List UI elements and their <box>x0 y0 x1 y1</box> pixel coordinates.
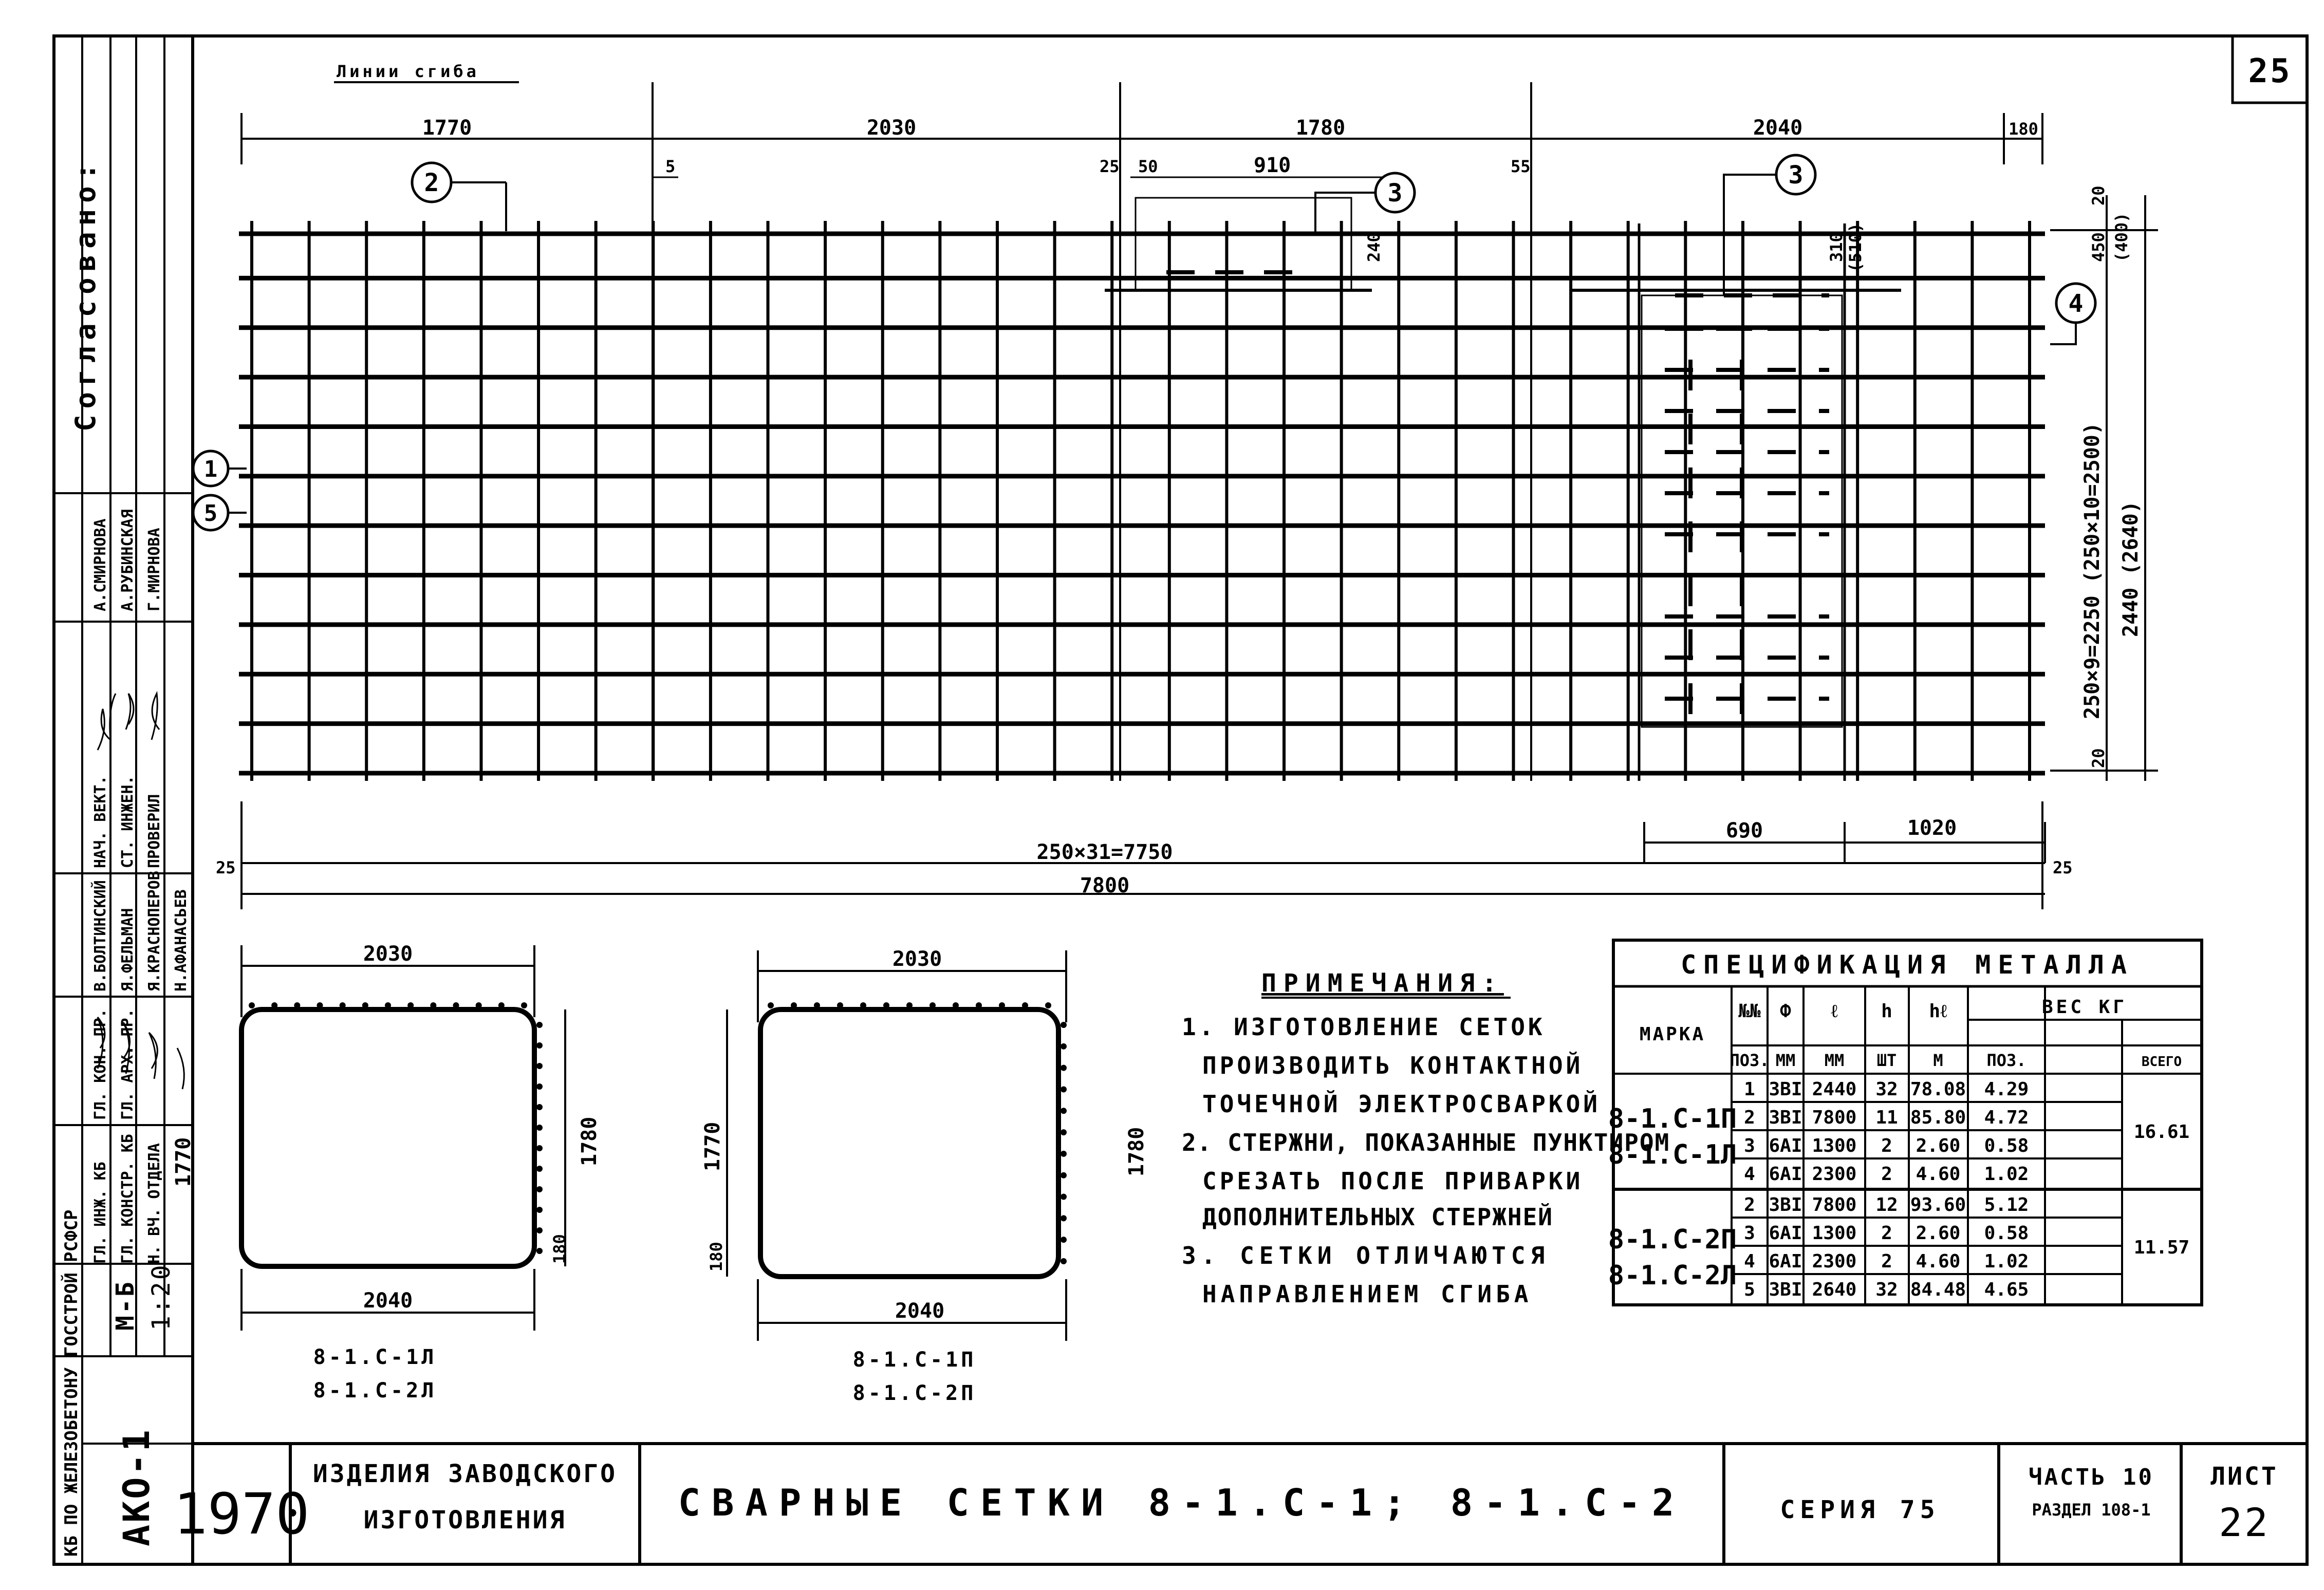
rebar-dot <box>536 1022 543 1028</box>
spec-cell: 6AI <box>1769 1223 1802 1244</box>
spec-cell: 0.58 <box>1984 1223 2029 1244</box>
rebar-dot <box>1061 1151 1067 1157</box>
dim-span: 250×31=7750 <box>1036 840 1173 864</box>
spec-cell: 4.72 <box>1984 1107 2029 1128</box>
note-line-7: 3. СЕТКИ ОТЛИЧАЮТСЯ <box>1182 1242 1550 1269</box>
rebar-dot <box>1061 1215 1067 1221</box>
rebar-dot <box>1061 1237 1067 1243</box>
rebar-dot <box>768 1002 774 1008</box>
rebar-dot <box>1022 1002 1028 1008</box>
sheet-number: 22 <box>2219 1500 2270 1545</box>
spec-cell: 85.80 <box>1910 1107 1966 1128</box>
spec-cell: 32 <box>1875 1079 1898 1100</box>
sec2-label-2: 8-1.С-2П <box>852 1381 977 1405</box>
hdr-sht: ШТ <box>1876 1051 1897 1070</box>
dim-left-25: 25 <box>216 858 236 877</box>
hdr-weight: ВЕС КГ <box>2041 997 2128 1018</box>
g2-total: 11.57 <box>2133 1237 2190 1258</box>
spec-cell: 0.58 <box>1984 1135 2029 1156</box>
spec-cell: 2.60 <box>1916 1135 1961 1156</box>
sec2-inner: 1770 <box>701 1121 724 1171</box>
svg-text:4: 4 <box>2068 289 2084 318</box>
sec2-bottom: 2040 <box>895 1299 945 1323</box>
dim-450: 450 <box>2089 232 2108 262</box>
note-line-3: ТОЧЕЧНОЙ ЭЛЕКТРОСВАРКОЙ <box>1202 1090 1601 1118</box>
rebar-dot <box>249 1002 255 1008</box>
page-number: 25 <box>2248 52 2292 90</box>
spec-cell: 2 <box>1881 1223 1892 1244</box>
dim-240: 240 <box>1364 232 1384 262</box>
dim-total: 7800 <box>1080 874 1130 897</box>
dim-400: (400) <box>2112 212 2131 262</box>
dim-20-top: 20 <box>2089 185 2108 205</box>
sec1-label-2: 8-1.С-2Л <box>313 1379 437 1402</box>
spec-cell: 11 <box>1875 1107 1898 1128</box>
dim-180: 180 <box>2009 119 2038 139</box>
spec-cell: 6AI <box>1769 1135 1802 1156</box>
spec-cell: 4.60 <box>1916 1164 1961 1185</box>
rebar-dot <box>953 1002 959 1008</box>
staff-name-2: А.РУБИНСКАЯ <box>119 509 137 611</box>
spec-cell: 1300 <box>1812 1135 1857 1156</box>
role-name-1: В.БОЛТИНСКИЙ <box>91 880 109 992</box>
dim-1020: 1020 <box>1907 816 1957 840</box>
sec2-rebar-dots <box>768 1002 1067 1264</box>
main-mesh <box>193 62 2158 909</box>
rebar-dot <box>340 1002 346 1008</box>
notes-heading: ПРИМЕЧАНИЯ: <box>1261 969 1504 998</box>
dim-right-25: 25 <box>2053 858 2073 877</box>
spec-cell: 2640 <box>1812 1279 1857 1300</box>
role-3: Н. ВЧ. ОТДЕЛА <box>145 1143 163 1264</box>
code-mb: М-Б <box>111 1280 140 1331</box>
agreed-label: Согласовано: <box>69 157 102 432</box>
spec-cell: 4.65 <box>1984 1279 2029 1300</box>
sec2-small: 180 <box>707 1242 726 1271</box>
spec-cell: 12 <box>1875 1194 1898 1215</box>
rebar-dot <box>837 1002 843 1008</box>
spec-cell: 7800 <box>1812 1194 1857 1215</box>
rebar-dot <box>1061 1172 1067 1179</box>
rebar-dot <box>294 1002 300 1008</box>
svg-text:5: 5 <box>203 500 218 527</box>
note-line-4: 2. СТЕРЖНИ, ПОКАЗАННЫЕ ПУНКТИРОМ <box>1182 1129 1670 1156</box>
hdr-phi: Ф <box>1780 1001 1791 1022</box>
rebar-dot <box>883 1002 889 1008</box>
spec-cell: 2 <box>1881 1251 1892 1272</box>
hdr-l: ℓ <box>1831 1001 1838 1022</box>
spec-cell: 3 <box>1744 1223 1755 1244</box>
spec-cell: 3BI <box>1769 1107 1802 1128</box>
product-line-1: ИЗДЕЛИЯ ЗАВОДСКОГО <box>312 1460 618 1488</box>
g1-mark-2: 8-1.С-1Л <box>1608 1139 1737 1170</box>
callout-1 <box>193 451 247 486</box>
spec-cell: 4.29 <box>1984 1079 2029 1100</box>
callout-5 <box>193 495 247 530</box>
hdr-pos: ПОЗ. <box>1730 1051 1770 1070</box>
spec-cell: 93.60 <box>1910 1194 1966 1215</box>
dim-55: 55 <box>1511 157 1531 176</box>
right-dim-outer: 2440 (2640) <box>2119 501 2143 637</box>
spec-cell: 3BI <box>1769 1194 1802 1215</box>
outer-frame <box>54 36 2307 1564</box>
rebar-dot <box>976 1002 982 1008</box>
rebar-dot <box>1061 1086 1067 1092</box>
rebar-dot <box>536 1145 543 1151</box>
hdr-lmm: ММ <box>1824 1051 1845 1070</box>
spec-cell: 32 <box>1875 1279 1898 1300</box>
spec-cell: 2 <box>1881 1164 1892 1185</box>
sheet-code: АКО-1 <box>116 1428 158 1546</box>
spec-title: СПЕЦИФИКАЦИЯ МЕТАЛЛА <box>1680 950 2134 980</box>
spec-cell: 6AI <box>1769 1164 1802 1185</box>
staff-role-1: НАЧ. ВЕКТ. <box>91 775 109 868</box>
rebar-dot <box>1061 1043 1067 1050</box>
spec-cell: 5.12 <box>1984 1194 2029 1215</box>
hdr-m: М <box>1933 1051 1943 1070</box>
staff-role-2: СТ. ИНЖЕН. <box>119 775 137 868</box>
rebar-dot <box>1061 1194 1067 1200</box>
rebar-dot <box>1061 1129 1067 1135</box>
sheet-label: ЛИСТ <box>2210 1462 2278 1491</box>
spec-cell: 2440 <box>1812 1079 1857 1100</box>
rebar-dot <box>536 1227 543 1233</box>
hdr-n: h <box>1881 1001 1892 1022</box>
note-line-6: ДОПОЛНИТЕЛЬНЫХ СТЕРЖНЕЙ <box>1202 1203 1553 1231</box>
scale-label: 1:20 <box>147 1263 176 1331</box>
rebar-dot <box>453 1002 459 1008</box>
rebar-dot <box>521 1002 527 1008</box>
sec1-bottom: 2040 <box>363 1289 413 1313</box>
rebar-dot <box>362 1002 368 1008</box>
dim-1780: 1780 <box>1295 116 1346 140</box>
hdr-num: №№ <box>1738 1001 1761 1022</box>
role-name-3: Я.КРАСНОПЕРОВ <box>145 871 163 992</box>
spec-cell: 2 <box>1744 1107 1755 1128</box>
part-line-1: ЧАСТЬ 10 <box>2029 1464 2154 1490</box>
section-right <box>701 947 1148 1405</box>
spec-cell: 2300 <box>1812 1164 1857 1185</box>
spec-cell: 4 <box>1744 1164 1755 1185</box>
sec1-small: 180 <box>550 1234 569 1264</box>
rebar-dot <box>536 1207 543 1213</box>
right-dim-lines <box>2050 195 2158 781</box>
note-line-2: ПРОИЗВОДИТЬ КОНТАКТНОЙ <box>1202 1052 1584 1079</box>
dim-1770: 1770 <box>422 116 472 140</box>
rebar-dot <box>407 1002 414 1008</box>
hdr-nl: hℓ <box>1929 1001 1947 1022</box>
rebar-dot <box>791 1002 797 1008</box>
rebar-dot <box>1045 1002 1051 1008</box>
spec-cell: 1300 <box>1812 1223 1857 1244</box>
spec-cell: 5 <box>1744 1279 1755 1300</box>
staff-role-3: ПРОВЕРИЛ <box>145 794 163 868</box>
hdr-mark: МАРКА <box>1639 1024 1706 1045</box>
rebar-dot <box>536 1166 543 1172</box>
spec-cell: 1 <box>1744 1079 1755 1100</box>
g2-mark-2: 8-1.С-2Л <box>1608 1260 1737 1291</box>
hdr-wpos: ПОЗ. <box>1986 1051 2026 1070</box>
spec-cell: 84.48 <box>1910 1279 1966 1300</box>
rebar-dot <box>536 1248 543 1254</box>
role-1: ГЛ. ИНЖ. КБ <box>91 1162 109 1264</box>
staff-name-1: А.СМИРНОВА <box>91 518 109 611</box>
spec-cell: 4 <box>1744 1251 1755 1272</box>
sec1-side: 1770 <box>172 1137 195 1187</box>
spec-table <box>1608 940 2202 1305</box>
rebar-dot <box>536 1083 543 1090</box>
part-line-2: РАЗДЕЛ 108-1 <box>2032 1500 2151 1520</box>
rebar-dot <box>536 1104 543 1110</box>
rebar-dot <box>498 1002 505 1008</box>
role-name-4: Н.АФАНАСЬЕВ <box>172 889 190 992</box>
rebar-dot <box>536 1042 543 1049</box>
svg-text:3: 3 <box>1387 179 1403 208</box>
rebar-dot <box>271 1002 277 1008</box>
g1-total: 16.61 <box>2133 1121 2190 1143</box>
title-block <box>174 1444 2278 1564</box>
dim-2030: 2030 <box>866 116 917 140</box>
g2-mark-1: 8-1.С-2П <box>1608 1224 1737 1255</box>
rebar-dot <box>1061 1022 1067 1028</box>
bend-line-label: Линии сгиба <box>337 62 479 81</box>
note-line-5: СРЕЗАТЬ ПОСЛЕ ПРИВАРКИ <box>1202 1167 1584 1195</box>
hdr-mm: ММ <box>1775 1051 1796 1070</box>
role-2: ГЛ. КОНСТР. КБ <box>119 1134 137 1264</box>
dim-310: 310 <box>1827 232 1846 262</box>
sec1-label-1: 8-1.С-1Л <box>313 1345 437 1369</box>
spec-cell: 1.02 <box>1984 1251 2029 1272</box>
section-left <box>172 942 601 1402</box>
spec-cell: 6AI <box>1769 1251 1802 1272</box>
year: 1970 <box>173 1481 310 1547</box>
dim-20-bottom: 20 <box>2089 748 2108 768</box>
right-dim-inner: 250×9=2250 (250×10=2500) <box>2080 422 2104 719</box>
rebar-dot <box>999 1002 1005 1008</box>
spec-cell: 2.60 <box>1916 1223 1961 1244</box>
callout-2 <box>412 163 506 231</box>
rebar-dot <box>536 1063 543 1069</box>
rebar-dot <box>814 1002 820 1008</box>
dim-5: 5 <box>665 157 676 176</box>
rebar-dot <box>536 1125 543 1131</box>
drawing-title: СВАРНЫЕ СЕТКИ 8-1.С-1; 8-1.С-2 <box>678 1481 1686 1524</box>
rebar-dot <box>929 1002 936 1008</box>
hdr-wall: ВСЕГО <box>2141 1054 2182 1070</box>
spec-cell: 7800 <box>1812 1107 1857 1128</box>
rebar-dot <box>860 1002 866 1008</box>
sec1-rebar-dots <box>249 1002 543 1254</box>
spec-cell: 1.02 <box>1984 1164 2029 1185</box>
sec2-label-1: 8-1.С-1П <box>852 1348 977 1372</box>
dim-910: 910 <box>1254 154 1291 177</box>
note-line-1: 1. ИЗГОТОВЛЕНИЕ СЕТОК <box>1182 1013 1546 1041</box>
rebar-dot <box>1061 1258 1067 1264</box>
rebar-dot <box>476 1002 482 1008</box>
product-line-2: ИЗГОТОВЛЕНИЯ <box>363 1506 567 1535</box>
notes <box>1182 969 1670 1308</box>
dim-50: 50 <box>1138 157 1158 176</box>
rebar-dot <box>1061 1108 1067 1114</box>
g1-mark-1: 8-1.С-1П <box>1608 1103 1737 1134</box>
role-4: ГЛ. КОН. ПР. <box>91 1008 109 1120</box>
spec-cell: 2 <box>1744 1194 1755 1215</box>
spec-cell: 3BI <box>1769 1079 1802 1100</box>
rebar-dot <box>536 1186 543 1192</box>
spec-cell: 3BI <box>1769 1279 1802 1300</box>
spec-cell: 78.08 <box>1910 1079 1966 1100</box>
rebar-dot <box>906 1002 913 1008</box>
cut-bars-dashed <box>1166 234 1829 329</box>
rebar-dot <box>317 1002 323 1008</box>
org-label: КБ ПО ЖЕЛЕЗОБЕТОНУ ГОССТРОЙ РСФСР <box>61 1209 82 1557</box>
dim-2040: 2040 <box>1753 116 1803 140</box>
dim-25: 25 <box>1100 157 1120 176</box>
svg-text:2: 2 <box>424 169 439 197</box>
dim-510: (510) <box>1846 222 1865 272</box>
note-line-8: НАПРАВЛЕНИЕМ СГИБА <box>1202 1280 1533 1308</box>
rebar-dot <box>1061 1065 1067 1071</box>
role-name-2: Я.ФЕЛЬМАН <box>119 908 137 992</box>
sec2-side: 1780 <box>1125 1127 1148 1176</box>
role-5: ГЛ. АРХ. ПР. <box>119 1008 137 1120</box>
sec1-inner: 1780 <box>578 1116 601 1166</box>
spec-cell: 4.60 <box>1916 1251 1961 1272</box>
rebar-dot <box>385 1002 391 1008</box>
series: СЕРИЯ 75 <box>1780 1495 1940 1524</box>
sec1-top: 2030 <box>363 942 413 966</box>
sec2-top: 2030 <box>892 947 942 971</box>
callout-4 <box>2050 284 2095 344</box>
spec-cell: 2300 <box>1812 1251 1857 1272</box>
spec-cell: 2 <box>1881 1135 1892 1156</box>
rebar-dot <box>430 1002 436 1008</box>
spec-cell: 3 <box>1744 1135 1755 1156</box>
svg-text:1: 1 <box>203 456 218 482</box>
staff-name-3: Г.МИРНОВА <box>145 528 163 611</box>
dim-690: 690 <box>1725 819 1763 843</box>
svg-text:3: 3 <box>1788 161 1804 190</box>
